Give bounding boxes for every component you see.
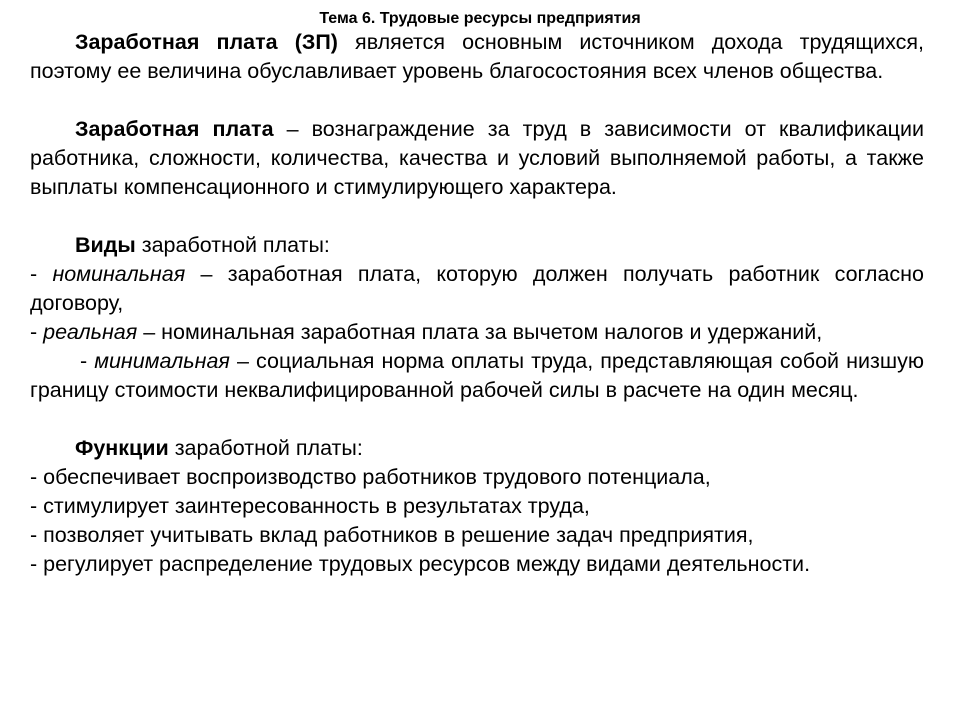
function-item: - стимулирует заинтересованность в результатах труда, [30,494,590,518]
salary-meaning-paragraph [30,115,924,202]
type-term-real: реальная [43,320,138,344]
function-item: - обеспечивает воспроизводство работников трудового потенциала, [30,465,711,489]
types-heading [30,231,924,260]
spacer [30,202,924,231]
spacer [30,405,924,434]
type-text-nominal: – заработная плата, которую должен получать работник согласно договору, [30,262,924,315]
function-item: - позволяет учитывать вклад работников в решение задач предприятия, [30,523,754,547]
list-bullet: - [30,320,44,344]
type-text-minimal: – социальная норма оплаты труда, представляющая собой низшую границу стоимости неквалифицированной рабочей силы в расчете на один месяц. [30,349,924,402]
type-item-real [30,318,924,347]
types-heading-bold: Виды [75,233,136,257]
slide-title: Тема 6. Трудовые ресурсы предприятия [319,10,641,27]
slide-content [30,28,924,579]
list-bullet: - [30,262,53,286]
salary-meaning-text: – вознаграждение за труд в зависимости от квалификации работника, сложности, количества, качества и условий выполняемой работы, а также выплаты компенсационного и стимулирующего характера. [30,117,925,199]
type-item-minimal [30,347,924,405]
salary-definition-paragraph [30,28,924,86]
spacer [30,86,924,115]
salary-definition-text: является основным источником дохода трудящихся, поэтому ее величина обуславливает уровень благосостояния всех членов общества. [30,30,924,83]
type-term-nominal: номинальная [52,262,186,286]
functions-heading-rest: заработной платы: [168,436,363,460]
salary-term-2: Заработная плата [75,117,274,141]
list-bullet: - [80,349,95,373]
type-text-real: – номинальная заработная плата за вычетом налогов и удержаний, [137,320,823,344]
function-item: - регулирует распределение трудовых ресурсов между видами деятельности. [30,552,811,576]
type-item-nominal [30,260,924,318]
type-term-minimal: минимальная [94,349,230,373]
functions-heading-bold: Функции [75,436,169,460]
salary-term: Заработная плата (ЗП) [75,30,338,54]
types-heading-rest: заработной платы: [135,233,330,257]
functions-heading [30,434,924,463]
